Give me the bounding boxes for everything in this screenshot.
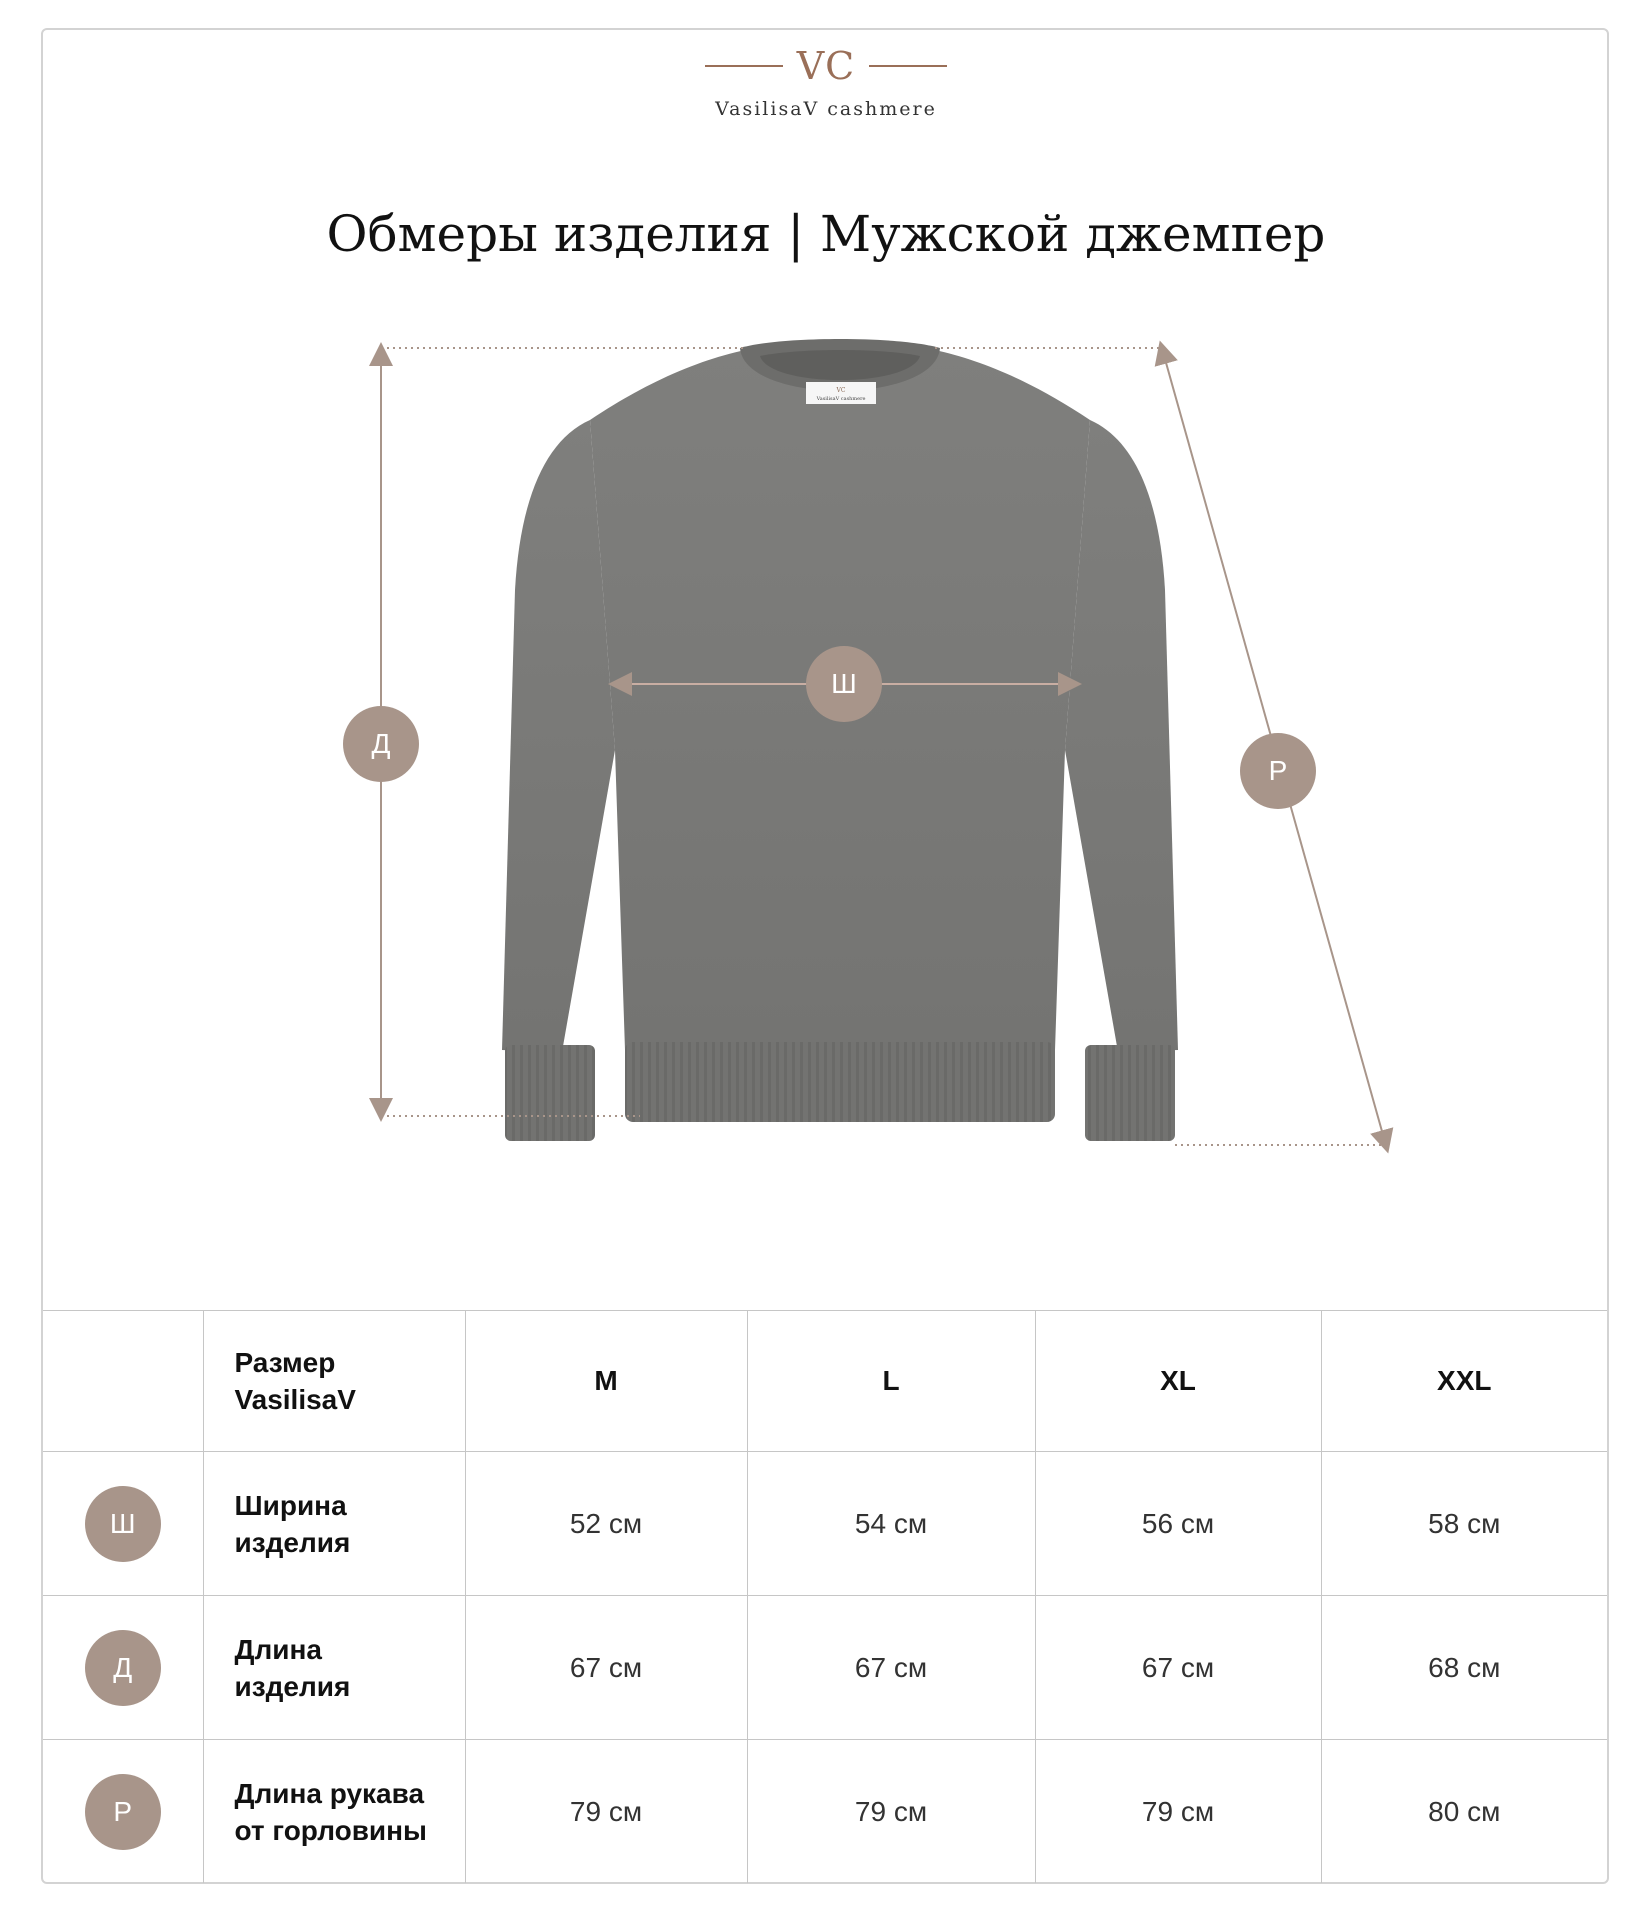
page-title: Обмеры изделия | Мужской джемпер: [326, 205, 1326, 263]
table-cell: 79 см: [465, 1740, 747, 1884]
table-cell: 79 см: [1035, 1740, 1321, 1884]
logo-line-left: [705, 65, 783, 67]
table-header-row: [43, 1311, 1607, 1452]
table-cell: 56 см: [1035, 1452, 1321, 1596]
table-cell: 79 см: [747, 1740, 1035, 1884]
size-header: XXL: [1321, 1311, 1607, 1452]
length-marker: Д: [343, 706, 419, 782]
width-marker: Ш: [806, 646, 882, 722]
row-label: [203, 1452, 465, 1596]
right-cuff: [1085, 1045, 1175, 1141]
size-header: XL: [1035, 1311, 1321, 1452]
row-label-text: Ширина изделия: [234, 1489, 351, 1558]
table-cell: 67 см: [747, 1596, 1035, 1740]
sweater-hem: [625, 1042, 1055, 1122]
table-cell: 67 см: [465, 1596, 747, 1740]
sleeve-marker: Р: [1240, 733, 1316, 809]
table-cell: 52 см: [465, 1452, 747, 1596]
size-header: M: [465, 1311, 747, 1452]
row-label: [203, 1740, 465, 1884]
table-cell: 58 см: [1321, 1452, 1607, 1596]
measurement-diagram: [0, 330, 1652, 1160]
garment-label-name: VasilisaV cashmere: [816, 396, 866, 402]
logo-mark: VC: [796, 44, 856, 88]
header-label: [203, 1311, 465, 1452]
row-marker-cell: [43, 1452, 203, 1596]
table-row: [43, 1740, 1607, 1884]
sweater-illustration: [0, 330, 1652, 1160]
header-marker-cell: [43, 1311, 203, 1452]
row-label: [203, 1596, 465, 1740]
header-label-text: Размер VasilisaV: [234, 1347, 356, 1415]
row-marker: Ш: [85, 1486, 161, 1562]
table-cell: 67 см: [1035, 1596, 1321, 1740]
brand-logo: [0, 44, 1652, 120]
row-marker: Р: [85, 1774, 161, 1850]
left-cuff: [505, 1045, 595, 1141]
table-cell: 68 см: [1321, 1596, 1607, 1740]
size-header: L: [747, 1311, 1035, 1452]
row-label-text: Длина изделия: [234, 1633, 351, 1702]
row-label-text: Длина рукава от горловины: [234, 1777, 427, 1846]
table-cell: 54 см: [747, 1452, 1035, 1596]
table-row: [43, 1452, 1607, 1596]
logo-line-right: [869, 65, 947, 67]
row-marker-cell: [43, 1596, 203, 1740]
table-row: [43, 1596, 1607, 1740]
row-marker-cell: [43, 1740, 203, 1884]
size-table: [43, 1310, 1607, 1883]
row-marker: Д: [85, 1630, 161, 1706]
brand-name: VasilisaV cashmere: [715, 98, 937, 120]
table-cell: 80 см: [1321, 1740, 1607, 1884]
garment-label-mark: VC: [836, 387, 846, 394]
